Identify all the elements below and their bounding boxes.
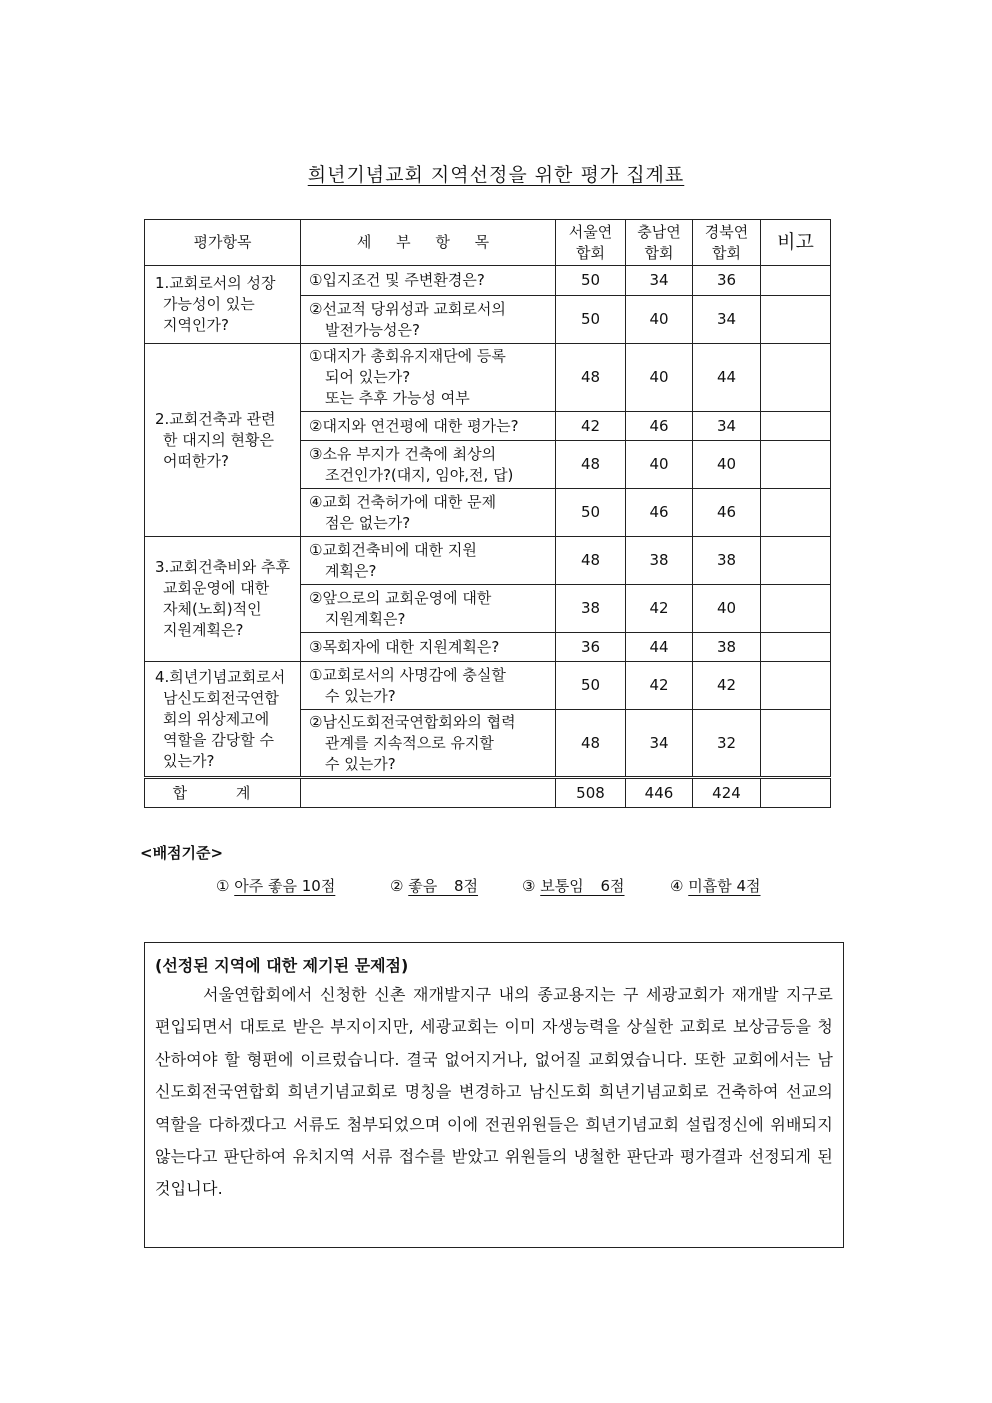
note-cell — [761, 296, 831, 344]
score-chungnam: 46 — [626, 489, 693, 537]
score-chungnam: 40 — [626, 296, 693, 344]
header-chungnam: 충남연 합회 — [626, 220, 693, 266]
note-cell — [761, 266, 831, 296]
score-chungnam: 34 — [626, 266, 693, 296]
table-body — [145, 266, 831, 778]
score-seoul: 50 — [556, 662, 626, 710]
score-seoul: 50 — [556, 266, 626, 296]
note-cell — [761, 633, 831, 662]
score-seoul: 42 — [556, 412, 626, 441]
score-gyeongbuk: 32 — [693, 710, 761, 778]
detail-cell: ①교회로서의 사명감에 충실할 수 있는가? — [301, 662, 556, 710]
total-seoul: 508 — [556, 778, 626, 808]
detail-cell: ②대지와 연건평에 대한 평가는? — [301, 412, 556, 441]
category-cell: 2.교회건축과 관련 한 대지의 현황은 어떠한가? — [145, 344, 301, 537]
criteria-title: <배점기준> — [140, 844, 224, 862]
note-cell — [761, 441, 831, 489]
note-cell — [761, 585, 831, 633]
issues-box — [144, 942, 844, 1248]
note-cell — [761, 710, 831, 778]
score-seoul: 38 — [556, 585, 626, 633]
detail-cell: ④교회 건축허가에 대한 문제 점은 없는가? — [301, 489, 556, 537]
score-seoul: 48 — [556, 441, 626, 489]
detail-cell: ②남신도회전국연합회와의 협력 관계를 지속적으로 유지할 수 있는가? — [301, 710, 556, 778]
score-gyeongbuk: 36 — [693, 266, 761, 296]
score-seoul: 48 — [556, 537, 626, 585]
table-row — [145, 662, 831, 710]
detail-cell: ②앞으로의 교회운영에 대한 지원계획은? — [301, 585, 556, 633]
document-title: 희년기념교회 지역선정을 위한 평가 집계표 — [307, 164, 685, 186]
score-gyeongbuk: 40 — [693, 585, 761, 633]
score-gyeongbuk: 34 — [693, 296, 761, 344]
detail-cell: ③목회자에 대한 지원계획은? — [301, 633, 556, 662]
header-note: 비고 — [761, 220, 831, 266]
category-cell: 3.교회건축비와 추후 교회운영에 대한 자체(노회)적인 지원계획은? — [145, 537, 301, 662]
score-chungnam: 44 — [626, 633, 693, 662]
total-label: 합 계 — [145, 778, 301, 808]
detail-cell: ①교회건축비에 대한 지원 계획은? — [301, 537, 556, 585]
header-seoul: 서울연 합회 — [556, 220, 626, 266]
total-gyeongbuk: 424 — [693, 778, 761, 808]
score-seoul: 36 — [556, 633, 626, 662]
table-row — [145, 537, 831, 585]
detail-cell: ①입지조건 및 주변환경은? — [301, 266, 556, 296]
note-cell — [761, 489, 831, 537]
score-gyeongbuk: 34 — [693, 412, 761, 441]
score-gyeongbuk: 42 — [693, 662, 761, 710]
score-gyeongbuk: 38 — [693, 633, 761, 662]
score-chungnam: 46 — [626, 412, 693, 441]
issues-title: (선정된 지역에 대한 제기된 문제점) — [155, 956, 409, 975]
criteria-item: ② 좋음 8점 — [390, 877, 479, 895]
score-gyeongbuk: 44 — [693, 344, 761, 412]
detail-cell: ②선교적 당위성과 교회로서의 발전가능성은? — [301, 296, 556, 344]
detail-cell: ③소유 부지가 건축에 최상의 조건인가?(대지, 임야,전, 답) — [301, 441, 556, 489]
evaluation-table — [144, 219, 831, 808]
header-gyeongbuk: 경북연 합회 — [693, 220, 761, 266]
header-category: 평가항목 — [145, 220, 301, 266]
issues-body: 서울연합회에서 신청한 신촌 재개발지구 내의 종교용지는 구 세광교회가 재개발 지구로 편입되면서 대토로 받은 부지이지만, 세광교회는 이미 자생능력을 상실한 교회로 보상금등을 청산하여야 할 형편에 이르렀습니다. 결국 없어지거나, 없어질 교회였습니다. 또한 교회에서는 남신도회전국연합회 희년기념교회로 명칭을 변경하고 남신도회 희년기념교회로 건축하여 선교의 역할을 다하겠다고 서류도 첨부되었으며 이에 전권위원들은 희년기념교회 설립정신에 위배되지 않는다고 판단하여 유치지역 서류 접수를 받았고 위원들의 냉철한 판단과 평가결과 선정되게 된 것입니다. — [155, 985, 833, 1199]
total-note — [761, 778, 831, 808]
category-cell: 4.희년기념교회로서 남신도회전국연합 회의 위상제고에 역할을 감당할 수 있는가? — [145, 662, 301, 778]
score-seoul: 48 — [556, 344, 626, 412]
note-cell — [761, 344, 831, 412]
score-chungnam: 38 — [626, 537, 693, 585]
detail-cell: ①대지가 총회유지재단에 등록 되어 있는가? 또는 추후 가능성 여부 — [301, 344, 556, 412]
score-chungnam: 40 — [626, 441, 693, 489]
total-chungnam: 446 — [626, 778, 693, 808]
score-seoul: 48 — [556, 710, 626, 778]
score-chungnam: 34 — [626, 710, 693, 778]
score-chungnam: 40 — [626, 344, 693, 412]
score-gyeongbuk: 46 — [693, 489, 761, 537]
total-row — [145, 778, 831, 808]
criteria-item: ① 아주 좋음 10점 — [216, 877, 336, 895]
score-gyeongbuk: 38 — [693, 537, 761, 585]
score-seoul: 50 — [556, 296, 626, 344]
header-detail: 세 부 항 목 — [301, 220, 556, 266]
category-cell: 1.교회로서의 성장 가능성이 있는 지역인가? — [145, 266, 301, 344]
table-row — [145, 344, 831, 412]
score-chungnam: 42 — [626, 662, 693, 710]
note-cell — [761, 662, 831, 710]
note-cell — [761, 537, 831, 585]
table-header-row — [145, 220, 831, 266]
score-gyeongbuk: 40 — [693, 441, 761, 489]
score-seoul: 50 — [556, 489, 626, 537]
criteria-item: ③ 보통임 6점 — [522, 877, 625, 895]
criteria-item: ④ 미흡함 4점 — [670, 877, 761, 895]
table-row — [145, 266, 831, 296]
total-empty — [301, 778, 556, 808]
score-chungnam: 42 — [626, 585, 693, 633]
note-cell — [761, 412, 831, 441]
